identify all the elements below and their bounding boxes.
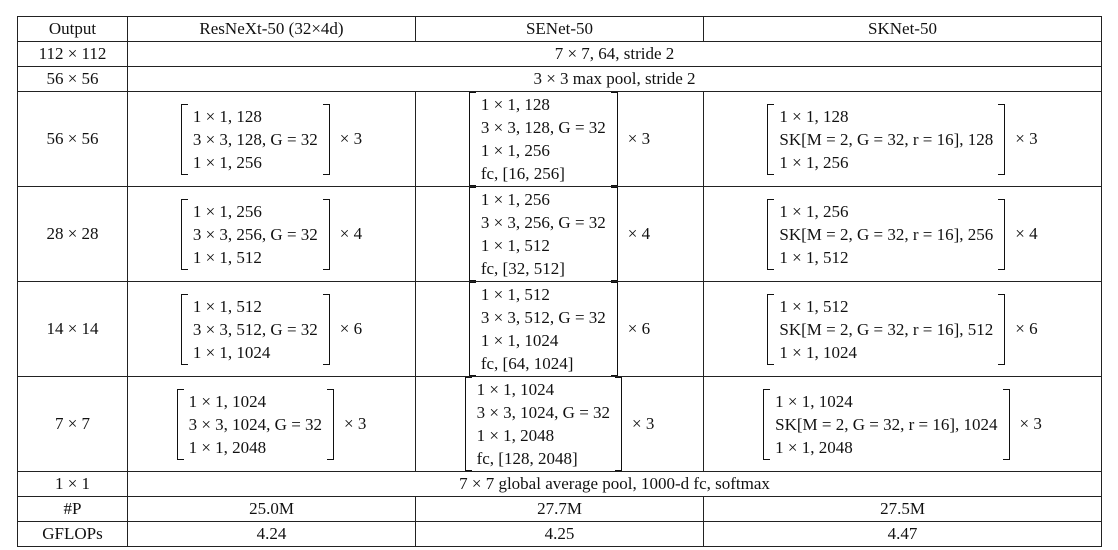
repeat-count: × 6 (1015, 319, 1038, 338)
repeat-count: × 4 (339, 224, 363, 243)
architecture-table (17, 16, 1102, 547)
block-line: 3 × 3, 128, G = 32 (192, 129, 318, 149)
table-row-pool (18, 67, 1102, 92)
block-line: 1 × 1, 1024 (192, 342, 271, 362)
resnext-block (128, 92, 416, 187)
block-line: 3 × 3, 256, G = 32 (480, 213, 606, 232)
senet-block (416, 282, 704, 377)
output-size: 28 × 28 (18, 187, 128, 282)
bracket-block (469, 187, 618, 281)
block-line: 3 × 3, 512, G = 32 (480, 308, 606, 327)
resnext-block (128, 187, 416, 282)
block-line: 1 × 1, 256 (192, 152, 262, 172)
block-line: 1 × 1, 256 (480, 141, 550, 160)
block-line: 1 × 1, 256 (779, 201, 849, 221)
sknet-block (704, 377, 1102, 472)
block-line: SK[M = 2, G = 32, r = 16], 512 (779, 319, 994, 339)
block-line: 1 × 1, 512 (480, 236, 550, 255)
block-line: SK[M = 2, G = 32, r = 16], 128 (779, 129, 994, 149)
block-line: fc, [16, 256] (480, 164, 565, 183)
block-line: fc, [32, 512] (480, 259, 565, 278)
table-row-stage3 (18, 282, 1102, 377)
repeat-count: × 3 (1015, 129, 1038, 148)
gflops-senet: 4.25 (416, 522, 704, 547)
resnext-block (128, 377, 416, 472)
params-sknet: 27.5M (704, 497, 1102, 522)
gflops-label: GFLOPs (18, 522, 128, 547)
bracket-block (177, 389, 334, 460)
block-line: fc, [64, 1024] (480, 354, 574, 373)
senet-block (416, 187, 704, 282)
block-line: 1 × 1, 1024 (480, 331, 559, 350)
sknet-block (704, 187, 1102, 282)
output-size: 112 × 112 (18, 42, 128, 67)
header-row (18, 17, 1102, 42)
bracket-block (181, 294, 330, 365)
block-line: 1 × 1, 1024 (476, 380, 555, 399)
block-line: 3 × 3, 128, G = 32 (480, 118, 606, 137)
header-output: Output (18, 17, 128, 42)
bracket-block (469, 92, 618, 186)
table-row-gflops (18, 522, 1102, 547)
bracket-block (181, 199, 330, 270)
sknet-block (704, 92, 1102, 187)
repeat-count: × 3 (344, 414, 367, 433)
block-line: 3 × 3, 512, G = 32 (192, 319, 318, 339)
block-line: 1 × 1, 128 (480, 95, 550, 114)
repeat-count: × 6 (339, 319, 363, 338)
block-line: 1 × 1, 512 (779, 296, 849, 316)
conv1-spec: 7 × 7, 64, stride 2 (128, 42, 1102, 67)
table-row-params (18, 497, 1102, 522)
table-row-head (18, 472, 1102, 497)
repeat-count: × 3 (632, 414, 655, 433)
gflops-sknet: 4.47 (704, 522, 1102, 547)
block-line: 1 × 1, 512 (480, 285, 550, 304)
block-line: 1 × 1, 512 (192, 247, 262, 267)
output-size: 14 × 14 (18, 282, 128, 377)
block-line: 1 × 1, 128 (192, 106, 262, 126)
block-line: 1 × 1, 1024 (188, 391, 267, 411)
repeat-count: × 4 (1015, 224, 1038, 243)
table-row-stage4 (18, 377, 1102, 472)
senet-block (416, 92, 704, 187)
senet-block (416, 377, 704, 472)
resnext-block (128, 282, 416, 377)
block-line: 1 × 1, 2048 (188, 437, 267, 457)
block-line: 1 × 1, 512 (192, 296, 262, 316)
block-line: 1 × 1, 512 (779, 247, 849, 267)
block-line: 1 × 1, 256 (480, 190, 550, 209)
block-line: SK[M = 2, G = 32, r = 16], 1024 (775, 414, 998, 434)
table-row-stage2 (18, 187, 1102, 282)
gflops-resnext: 4.24 (128, 522, 416, 547)
params-senet: 27.7M (416, 497, 704, 522)
bracket-block (465, 377, 622, 471)
repeat-count: × 3 (627, 129, 651, 148)
block-line: SK[M = 2, G = 32, r = 16], 256 (779, 224, 994, 244)
repeat-count: × 6 (627, 319, 651, 338)
params-label: #P (18, 497, 128, 522)
bracket-block (767, 104, 1005, 175)
sknet-block (704, 282, 1102, 377)
bracket-block (767, 199, 1005, 270)
header-sknet: SKNet-50 (704, 17, 1102, 42)
table-row-conv1 (18, 42, 1102, 67)
params-resnext: 25.0M (128, 497, 416, 522)
block-line: 1 × 1, 256 (779, 152, 849, 172)
block-line: 1 × 1, 2048 (775, 437, 853, 457)
output-size: 56 × 56 (18, 92, 128, 187)
block-line: 1 × 1, 2048 (476, 426, 555, 445)
block-line: 1 × 1, 256 (192, 201, 262, 221)
table-row-stage1 (18, 92, 1102, 187)
repeat-count: × 3 (339, 129, 363, 148)
block-line: 3 × 3, 1024, G = 32 (188, 414, 323, 434)
bracket-block (469, 282, 618, 376)
repeat-count: × 3 (1019, 414, 1042, 433)
block-line: 3 × 3, 1024, G = 32 (476, 403, 611, 422)
header-resnext: ResNeXt-50 (32×4d) (128, 17, 416, 42)
pool-spec: 3 × 3 max pool, stride 2 (128, 67, 1102, 92)
block-line: fc, [128, 2048] (476, 449, 578, 468)
head-spec: 7 × 7 global average pool, 1000-d fc, softmax (128, 472, 1102, 497)
block-line: 1 × 1, 1024 (779, 342, 857, 362)
bracket-block (181, 104, 330, 175)
header-senet: SENet-50 (416, 17, 704, 42)
block-line: 1 × 1, 1024 (775, 391, 853, 411)
bracket-block (767, 294, 1005, 365)
output-size: 7 × 7 (18, 377, 128, 472)
block-line: 1 × 1, 128 (779, 106, 849, 126)
block-line: 3 × 3, 256, G = 32 (192, 224, 318, 244)
repeat-count: × 4 (627, 224, 651, 243)
output-size: 56 × 56 (18, 67, 128, 92)
bracket-block (763, 389, 1009, 460)
output-size: 1 × 1 (18, 472, 128, 497)
